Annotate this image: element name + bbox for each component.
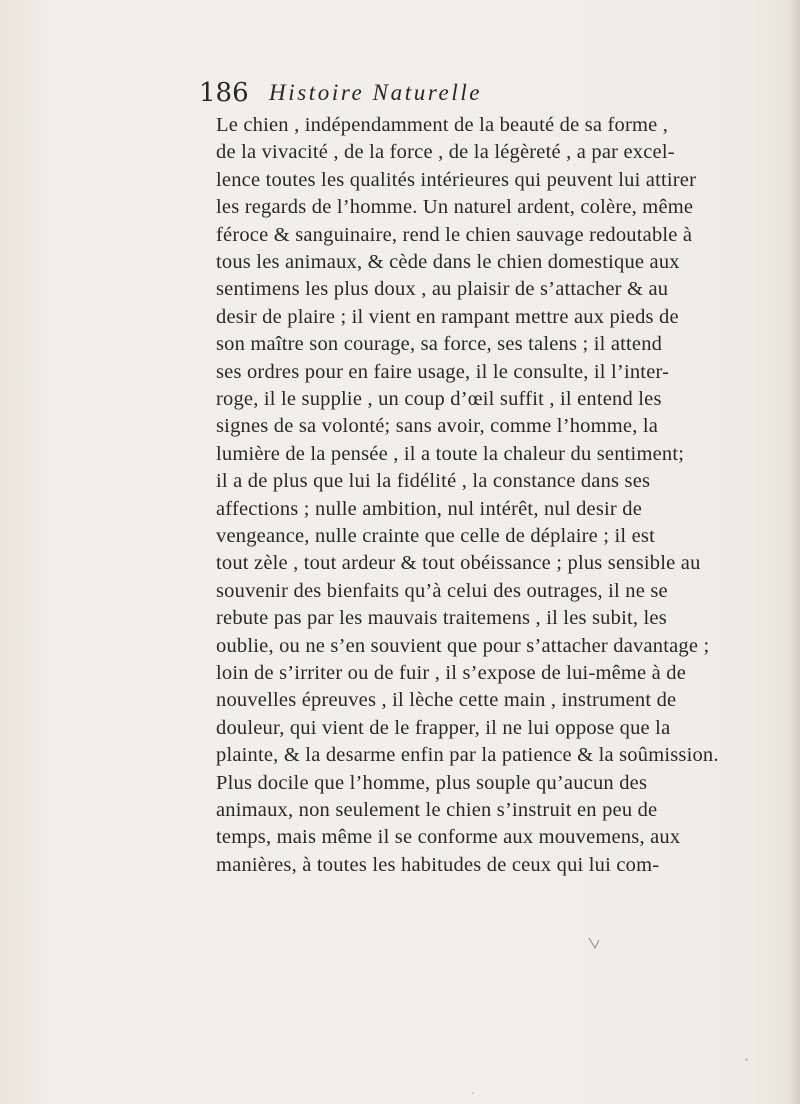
text-line: nouvelles épreuves , il lèche cette main , instrument de <box>216 689 677 712</box>
text-line: desir de plaire ; il vient en rampant mettre aux pieds de <box>216 305 679 328</box>
text-line: sentimens les plus doux , au plaisir de s’attacher & au <box>216 278 669 301</box>
text-line: les regards de l’homme. Un naturel ardent, colère, même <box>216 196 694 219</box>
text-line: de la vivacité , de la force , de la légèreté , a par excel- <box>216 141 675 164</box>
text-line: temps, mais même il se conforme aux mouvemens, aux <box>216 826 681 849</box>
text-line: son maître son courage, sa force, ses talens ; il attend <box>216 333 663 356</box>
page-edge-shadow <box>788 0 800 1104</box>
text-line: Plus docile que l’homme, plus souple qu’aucun des <box>216 771 648 794</box>
text-line: rebute pas par les mauvais traitemens , il les subit, les <box>216 607 667 630</box>
running-title: Histoire Naturelle <box>269 80 483 105</box>
text-line: tout zèle , tout ardeur & tout obéissance ; plus sensible au <box>216 552 701 575</box>
paper-speck <box>745 1058 748 1061</box>
text-line: vengeance, nulle crainte que celle de déplaire ; il est <box>216 525 656 547</box>
text-line: Le chien , indépendamment de la beauté de sa forme , <box>216 114 669 136</box>
text-line: ses ordres pour en faire usage, il le consulte, il l’inter- <box>216 360 670 383</box>
text-line: lumière de la pensée , il a toute la chaleur du sentiment; <box>216 442 685 465</box>
text-line: souvenir des bienfaits qu’à celui des outrages, il ne se <box>216 579 668 602</box>
ink-mark-icon <box>588 937 600 951</box>
text-line: oublie, ou ne s’en souvient que pour s’attacher davantage ; <box>216 634 710 657</box>
text-line: lence toutes les qualités intérieures qui peuvent lui attirer <box>216 168 697 191</box>
text-line: féroce & sanguinaire, rend le chien sauvage redoutable à <box>216 223 693 246</box>
paper-speck <box>472 1092 474 1094</box>
text-line: affections ; nulle ambition, nul intérêt, nul desir de <box>216 497 643 520</box>
text-line: roge, il le supplie , un coup d’œil suffit , il entend les <box>216 388 662 410</box>
text-line: signes de sa volonté; sans avoir, comme l’homme, la <box>216 415 659 438</box>
text-line: manières, à toutes les habitudes de ceux qui lui com- <box>216 853 660 876</box>
text-line: tous les animaux, & cède dans le chien domestique aux <box>216 251 680 273</box>
page-number: 186 <box>199 78 249 108</box>
page-header <box>199 76 799 116</box>
text-line: loin de s’irriter ou de fuir , il s’expose de lui-même à de <box>216 662 687 684</box>
text-line: animaux, non seulement le chien s’instruit en peu de <box>216 799 658 821</box>
text-line: douleur, qui vient de le frapper, il ne lui oppose que la <box>216 716 671 739</box>
text-line: il a de plus que lui la fidélité , la constance dans ses <box>216 470 651 493</box>
text-line: plainte, & la desarme enfin par la patience & la soûmission. <box>216 744 719 767</box>
